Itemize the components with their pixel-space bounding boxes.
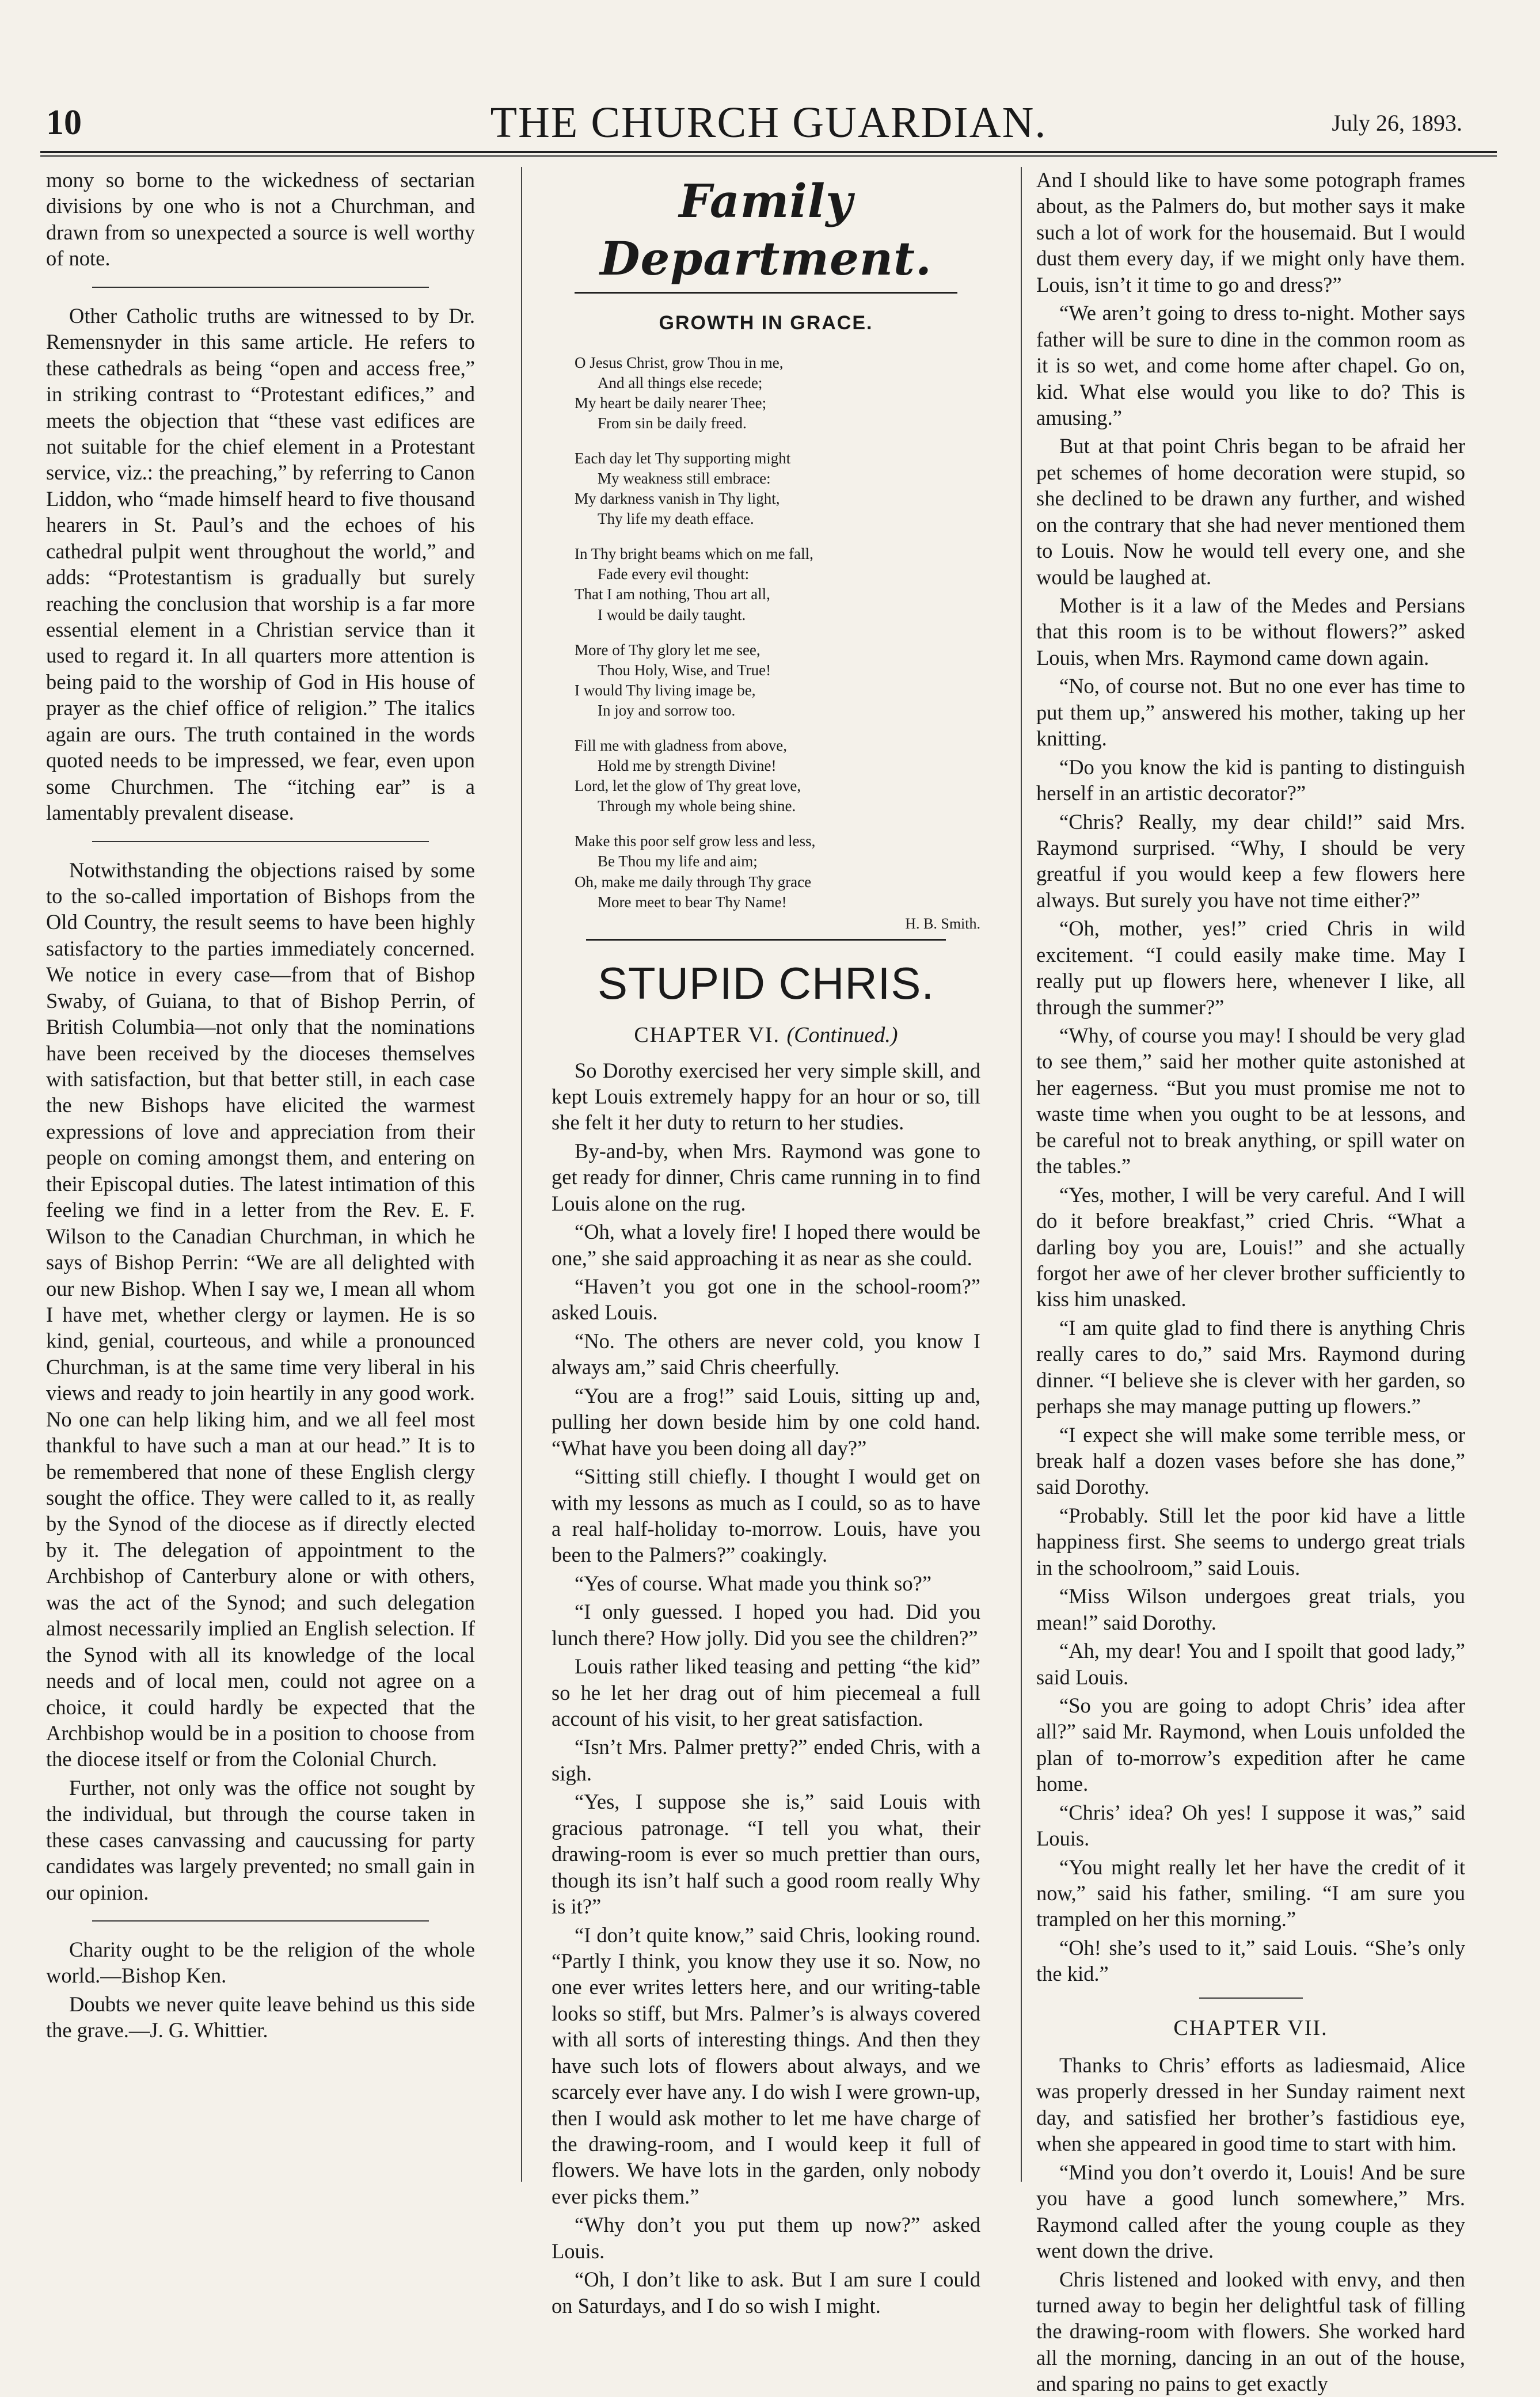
quote: Doubts we never quite leave behind us this side the grave.—J. G. Whittier. bbox=[46, 1992, 475, 2042]
poem-stanza bbox=[575, 448, 980, 529]
column-family-department bbox=[552, 167, 980, 2318]
header-rule-thin bbox=[40, 155, 1497, 157]
poem-line: More meet to bear Thy Name! bbox=[598, 893, 787, 911]
paragraph: “Yes, mother, I will be very careful. And I will do it before breakfast,” cried Chris. “What a darling boy you are, Louis!” and she actually forgot her awe of her clever brother sufficiently to kiss him unasked. bbox=[1036, 1182, 1465, 1311]
poem-line: My darkness vanish in Thy light, bbox=[575, 490, 780, 508]
paragraph: “I don’t quite know,” said Chris, looking round. “Partly I think, you know they use it so. Now, no one ever writes letters here, and our writing-table looks so stiff, but Mrs. Palmer’s is always covered with all sorts of interesting things. And then they have such lots of flowers about always, and we scarcely ever have any. I do wish I were grown-up, then I would ask mother to let me have charge of the drawing-room, and I would keep it full of flowers. We have lots in the garden, only nobody ever picks them.” bbox=[552, 1923, 980, 2208]
poem-stanza bbox=[575, 353, 980, 433]
poem-author: H. B. Smith. bbox=[905, 915, 980, 932]
poem-line: Oh, make me daily through Thy grace bbox=[575, 873, 812, 891]
paragraph: “No, of course not. But no one ever has time to put them up,” answered his mother, taking up her knitting. bbox=[1036, 674, 1465, 751]
divider bbox=[575, 292, 957, 294]
poem-line: In joy and sorrow too. bbox=[598, 701, 736, 719]
poem-line: Fill me with gladness from above, bbox=[575, 737, 787, 755]
poem-line: My weakness still embrace: bbox=[598, 469, 771, 487]
divider bbox=[92, 1920, 429, 1922]
paragraph: “Oh, what a lovely fire! I hoped there would be one,” she said approaching it as near as she could. bbox=[552, 1220, 980, 1270]
paragraph: Mother is it a law of the Medes and Persians that this room is to be without flowers?” asked Louis, when Mrs. Raymond came down again. bbox=[1036, 593, 1465, 669]
paragraph: “Mind you don’t overdo it, Louis! And be sure you have a good lunch somewhere,” Mrs. Raymond called after the young couple as they went down the drive. bbox=[1036, 2160, 1465, 2263]
paragraph: So Dorothy exercised her very simple skill, and kept Louis extremely happy for an hour or so, till she felt it her duty to return to her studies. bbox=[552, 1058, 980, 1135]
paragraph: “Why, of course you may! I should be very glad to see them,” said her mother quite astonished at her eagerness. “But you must promise me not to waste time when you ought to be at lessons, and be careful not to break anything, or spill water on the tables.” bbox=[1036, 1024, 1465, 1178]
paragraph: mony so borne to the wickedness of sectarian divisions by one who is not a Churchman, and drawn from so unexpected a source is well worthy of note. bbox=[46, 168, 475, 271]
section-title: Family Department. bbox=[600, 174, 932, 286]
divider bbox=[92, 841, 429, 842]
poem-line: Make this poor self grow less and less, bbox=[575, 832, 816, 850]
paragraph: “Miss Wilson undergoes great trials, you mean!” said Dorothy. bbox=[1036, 1584, 1465, 1634]
poem-line: Lord, let the glow of Thy great love, bbox=[575, 777, 801, 795]
paragraph: “So you are going to adopt Chris’ idea after all?” said Mr. Raymond, when Louis unfolded the plan of to-morrow’s expedition after he came home. bbox=[1036, 1693, 1465, 1796]
paragraph: “Probably. Still let the poor kid have a little happiness first. She seems to undergo great trials in the schoolroom,” said Louis. bbox=[1036, 1503, 1465, 1580]
poem-line: In Thy bright beams which on me fall, bbox=[575, 545, 813, 563]
poem-line: Hold me by strength Divine! bbox=[598, 757, 777, 775]
poem-line: Thy life my death efface. bbox=[598, 510, 754, 528]
poem-stanza bbox=[575, 544, 980, 625]
paragraph: Chris listened and looked with envy, and then turned away to begin her delightful task of filling the drawing-room with flowers. She worked hard all the morning, dancing in an out of the house, and sparing no pains to get exactly bbox=[1036, 2267, 1465, 2396]
poem-line: Thou Holy, Wise, and True! bbox=[598, 661, 771, 679]
issue-date: July 26, 1893. bbox=[1332, 110, 1462, 136]
poem-line: And all things else recede; bbox=[598, 374, 763, 391]
paragraph: “Do you know the kid is panting to distinguish herself in an artistic decorator?” bbox=[1036, 755, 1465, 805]
paragraph: Notwithstanding the objections raised by some to the so-called importation of Bishops from the Old Country, the result seems to have been highly satisfactory to the parties immediately concerned. We notice in every case—from that of Bishop Swaby, of Guiana, to that of Bishop Perrin, of British Columbia—not only that the nominations have been received by the dioceses themselves with satisfaction, but that better still, in each case the new Bishops have elicited the warmest expressions of love and appreciation from their people on coming amongst them, and entering on their Episcopal duties. The latest intimation of this feeling we find in a letter from the Rev. E. F. Wilson to the Canadian Churchman, in which he says of Bishop Perrin: “We are all delighted with our new Bishop. When I say we, I mean all whom I have met, whether clergy or laymen. He is so kind, genial, courteous, and while a pronounced Churchman, is at the same time very liberal in his views and ready to join heartily in any good work. No one can help liking him, and we all feel most thankful to have such a man at our head.” It is to be remembered that none of these English clergy sought the office. They were called to it, as really by the Synod of the diocese as if directly elected by it. The delegation of appointment to the Archbishop of Canterbury alone or with others, was the act of the Synod; and such delegation almost necessarily implied an English selection. If the Synod with all its knowledge of the local needs and of local men, could not agree on a choice, it could hardly be expected that the Archbishop would be in a position to choose from the diocese itself or from the Colonial Church. bbox=[46, 858, 475, 1771]
poem-line: More of Thy glory let me see, bbox=[575, 641, 761, 659]
column-editorial bbox=[46, 167, 475, 2187]
poem-line: Fade every evil thought: bbox=[598, 565, 750, 583]
poem-stanza bbox=[575, 831, 980, 912]
page-number: 10 bbox=[46, 103, 82, 142]
poem-line: Be Thou my life and aim; bbox=[598, 853, 758, 870]
paragraph: Other Catholic truths are witnessed to by Dr. Remensnyder in this same article. He refers to these cathedrals as being “open and access free,” in striking contrast to “Protestant edifices,” and meets the objection that “these vast edifices are not suitable for the chief element in a Protestant service, viz.: the preaching,” by referring to Canon Liddon, who “made himself heard to five thousand hearers in St. Paul’s and the echoes of his cathedral pulpit went throughout the world,” and adds: “Protestantism is gradually but surely reaching the conclusion that worship is a far more essential element in a Christian service than it used to regard it. In all quarters more attention is being paid to the worship of God in His house of prayer as the chief office of religion.” The italics again are ours. The truth contained in the words quoted needs to be impressed, we fear, even upon some Churchmen. The “itching ear” is a lamentably prevalent disease. bbox=[46, 303, 475, 825]
poem-title: GROWTH IN GRACE. bbox=[659, 312, 873, 334]
paragraph: Thanks to Chris’ efforts as ladiesmaid, Alice was properly dressed in her Sunday raiment next day, and satisfied her brother’s fastidious eye, when she appeared in good time to start with him. bbox=[1036, 2053, 1465, 2156]
paragraph: And I should like to have some potograph frames about, as the Palmers do, but mother says it make such a lot of work for the housemaid. But I would dust them every day, if we might only have them. Louis, isn’t it time to go and dress?” bbox=[1036, 168, 1465, 296]
poem-line: My heart be daily nearer Thee; bbox=[575, 394, 767, 412]
divider bbox=[1199, 1998, 1303, 1999]
paragraph: “Chris’ idea? Oh yes! I suppose it was,” said Louis. bbox=[1036, 1800, 1465, 1851]
poem-line: That I am nothing, Thou art all, bbox=[575, 585, 770, 603]
column-divider bbox=[521, 167, 522, 2182]
poem-stanza bbox=[575, 736, 980, 816]
paragraph: “Yes, I suppose she is,” said Louis with gracious patronage. “I tell you what, their drawing-room is ever so much prettier than ours, though its isn’t half such a good room really Why is it?” bbox=[552, 1790, 980, 1919]
paragraph: “I expect she will make some terrible mess, or break half a dozen vases before she has done,” said Dorothy. bbox=[1036, 1422, 1465, 1499]
divider bbox=[586, 939, 946, 941]
chapter-heading bbox=[552, 1022, 980, 1049]
masthead: THE CHURCH GUARDIAN. bbox=[490, 98, 1047, 147]
poem-line: O Jesus Christ, grow Thou in me, bbox=[575, 353, 784, 371]
paragraph: “You are a frog!” said Louis, sitting up and, pulling her down beside him by one cold hand. “What have you been doing all day?” bbox=[552, 1383, 980, 1460]
paragraph: “Oh, mother, yes!” cried Chris in wild excitement. “I could easily make time. May I really put up flowers here, whenever I like, all through the summer?” bbox=[1036, 916, 1465, 1019]
poem-line: Each day let Thy supporting might bbox=[575, 449, 791, 467]
story-title: STUPID CHRIS. bbox=[597, 958, 935, 1009]
column-story-continued bbox=[1036, 167, 1465, 2396]
paragraph: “I only guessed. I hoped you had. Did you lunch there? How jolly. Did you see the children?” bbox=[552, 1600, 980, 1650]
paragraph: Further, not only was the office not sought by the individual, but through the course taken in these cases canvassing and caucussing for party candidates was largely prevented; no small gain in our opinion. bbox=[46, 1775, 475, 1904]
paragraph: “I am quite glad to find there is anything Chris really cares to do,” said Mrs. Raymond during dinner. “I believe she is clever with her garden, so perhaps she may manage putting up flowers.” bbox=[1036, 1315, 1465, 1418]
paragraph: Louis rather liked teasing and petting “the kid” so he let her drag out of him piecemeal a full account of his visit, to her great satisfaction. bbox=[552, 1654, 980, 1731]
paragraph: “You might really let her have the credit of it now,” said his father, smiling. “I am sure you trampled on her this morning.” bbox=[1036, 1855, 1465, 1931]
chapter-number: CHAPTER VI. bbox=[634, 1023, 780, 1048]
paragraph: “Haven’t you got one in the school-room?” asked Louis. bbox=[552, 1274, 980, 1325]
chapter-note: (Continued.) bbox=[786, 1023, 898, 1048]
quote: Charity ought to be the religion of the whole world.—Bishop Ken. bbox=[46, 1938, 475, 1988]
poem-line: I would Thy living image be, bbox=[575, 681, 756, 699]
poem-line: Through my whole being shine. bbox=[598, 797, 796, 815]
paragraph: “Isn’t Mrs. Palmer pretty?” ended Chris, with a sigh. bbox=[552, 1735, 980, 1785]
paragraph: “Sitting still chiefly. I thought I would get on with my lessons as much as I could, so as to have a real half-holiday to-morrow. Louis, have you been to the Palmers?” coakingly. bbox=[552, 1464, 980, 1567]
paragraph: “Oh! she’s used to it,” said Louis. “She’s only the kid.” bbox=[1036, 1935, 1465, 1986]
paragraph: By-and-by, when Mrs. Raymond was gone to get ready for dinner, Chris came running in to find Louis alone on the rug. bbox=[552, 1139, 980, 1215]
paragraph: “Ah, my dear! You and I spoilt that good lady,” said Louis. bbox=[1036, 1639, 1465, 1689]
header-rule bbox=[40, 151, 1497, 153]
poem-stanza bbox=[575, 640, 980, 721]
paragraph: “No. The others are never cold, you know I always am,” said Chris cheerfully. bbox=[552, 1329, 980, 1379]
paragraph: “Oh, I don’t like to ask. But I am sure I could on Saturdays, and I do so wish I might. bbox=[552, 2267, 980, 2318]
paragraph: “Yes of course. What made you think so?” bbox=[575, 1571, 932, 1595]
paragraph: “Why don’t you put them up now?” asked Louis. bbox=[552, 2213, 980, 2263]
paragraph: “We aren’t going to dress to-night. Mother says father will be sure to dine in the common room as it is so wet, and come home after chapel. Go on, kid. What else would you like to do? This is amusing.” bbox=[1036, 301, 1465, 429]
page-header bbox=[40, 98, 1497, 150]
chapter-heading: CHAPTER VII. bbox=[1173, 2015, 1328, 2040]
paragraph: “Chris? Really, my dear child!” said Mrs. Raymond surprised. “Why, I should be very greatful if you would keep a few flowers here always. But surely you have not time either?” bbox=[1036, 809, 1465, 912]
divider bbox=[92, 287, 429, 288]
poem-line: From sin be daily freed. bbox=[598, 414, 747, 432]
column-divider bbox=[1021, 167, 1022, 2182]
paragraph: But at that point Chris began to be afraid her pet schemes of home decoration were stupid, so she declined to be drawn any further, and wished on the contrary that she had never mentioned them to Louis. Now he would tell every one, and she would be laughed at. bbox=[1036, 434, 1465, 589]
poem bbox=[552, 353, 980, 912]
poem-line: I would be daily taught. bbox=[598, 606, 746, 623]
